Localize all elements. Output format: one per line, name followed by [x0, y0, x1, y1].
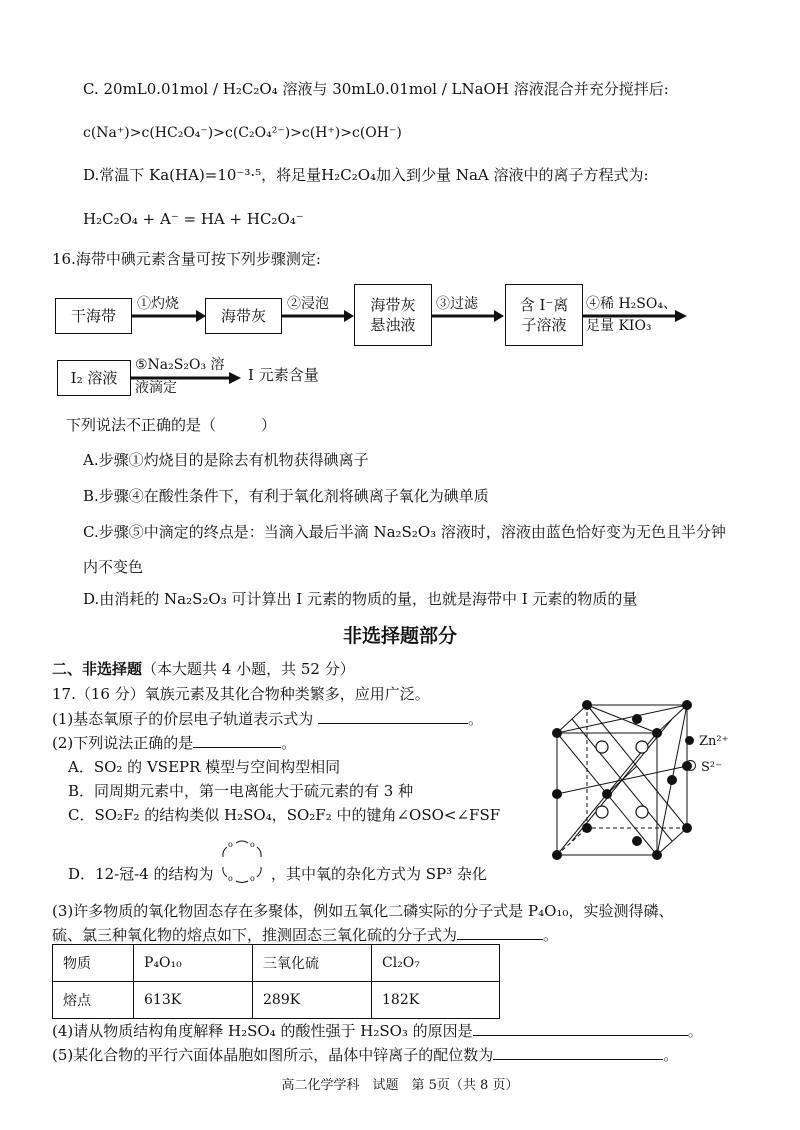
zn-ion: [552, 789, 562, 799]
table-row: [53, 982, 500, 1019]
table-cell: 熔点: [53, 982, 134, 1019]
s-ion: [596, 806, 608, 818]
svg-text:o: o: [250, 874, 255, 883]
zn-ion: [667, 775, 677, 785]
q17-part2-answer-blank[interactable]: [193, 747, 281, 748]
q17-part4-period: 。: [687, 1022, 703, 1040]
section-header-note: （本大题共 4 小题，共 52 分）: [142, 660, 355, 678]
flow-step-5-titrant: ⑤Na₂S₂O₃ 溶: [135, 357, 225, 373]
table-cell: P₄O₁₀: [134, 945, 253, 982]
q17-intro: 17.（16 分）氧族元素及其化合物种类繁多，应用广泛。: [52, 685, 430, 703]
q17-part3-period: 。: [543, 926, 559, 944]
zn-ion: [632, 836, 642, 846]
q15-option-d-equation: H₂C₂O₄ + A⁻ = HA + HC₂O₄⁻: [83, 210, 304, 228]
q16-option-c-line2: 内不变色: [83, 558, 144, 576]
flow-step-4-reagent: ④稀 H₂SO₄、: [586, 296, 677, 312]
q17-option-c: C．SO₂F₂ 的结构类似 H₂SO₄，SO₂F₂ 中的键角∠OSO<∠FSF: [68, 806, 501, 824]
q17-part1-period: 。: [468, 710, 484, 728]
flow-box-iodide-line1: 含 I⁻离: [519, 295, 569, 314]
zn-ion: [552, 850, 562, 860]
flow-step-5-titration: 液滴定: [135, 380, 177, 396]
flow-step-2: ②浸泡: [287, 296, 329, 312]
legend-zn: [685, 734, 728, 750]
q17-part5-answer-blank[interactable]: [493, 1059, 663, 1060]
flow-box-suspension: [354, 284, 432, 346]
svg-text:o: o: [250, 840, 255, 849]
section-header-label: 二、非选择题: [52, 660, 143, 678]
table-header-row: [53, 945, 500, 982]
open-dot-icon: [685, 760, 696, 771]
table-cell: 三氧化硫: [253, 945, 372, 982]
q16-intro: 16.海带中碘元素含量可按下列步骤测定:: [52, 250, 321, 268]
zn-ion: [652, 728, 662, 738]
page-footer: 高二化学学科 试题 第 5页（共 8 页）: [281, 1078, 519, 1093]
q17-part5-period: 。: [663, 1046, 679, 1064]
q17-part2: [52, 734, 296, 752]
svg-text:o: o: [228, 874, 233, 883]
q17-option-b: B．同周期元素中，第一电离能大于硫元素的有 3 种: [68, 782, 414, 800]
table-cell: Cl₂O₇: [372, 945, 500, 982]
table-cell: 289K: [253, 982, 372, 1019]
flow-box-iodide-solution: [505, 284, 583, 346]
q16-question: 下列说法不正确的是（ ）: [66, 416, 277, 434]
q15-option-c: C. 20mL0.01mol / H₂C₂O₄ 溶液与 30mL0.01mol / LNaOH 溶液混合并充分搅拌后:: [83, 80, 669, 98]
q17-part4: [52, 1022, 703, 1040]
flow-box-iodine-solution: I₂ 溶液: [57, 360, 131, 396]
q17-part2-period: 。: [281, 734, 297, 752]
zn-ion: [652, 850, 662, 860]
q17-part2-text: (2)下列说法正确的是: [52, 734, 194, 752]
legend-s-label: S²⁻: [701, 760, 722, 775]
s-ion: [636, 741, 648, 753]
zn-ion: [602, 789, 612, 799]
q17-part1: [52, 710, 483, 728]
zn-ion: [552, 728, 562, 738]
flow-result: I 元素含量: [248, 366, 319, 384]
table-cell: 613K: [134, 982, 253, 1019]
q17-part4-answer-blank[interactable]: [473, 1035, 688, 1036]
q17-part3-answer-blank[interactable]: [457, 939, 543, 940]
q15-option-d: D.常温下 Ka(HA)=10⁻³·⁵，将足量H₂C₂O₄加入到少量 NaA 溶液中的离子方程式为:: [83, 166, 649, 184]
zn-ion: [582, 700, 592, 710]
section-title: 非选择题部分: [342, 625, 457, 647]
flow-step-1: ①灼烧: [137, 296, 179, 312]
flow-box-dry-seaweed: 干海带: [55, 298, 132, 334]
svg-text:o: o: [228, 840, 233, 849]
q17-part4-text: (4)请从物质结构角度解释 H₂SO₄ 的酸性强于 H₂SO₃ 的原因是: [52, 1022, 473, 1040]
q17-part3-line2: [52, 926, 558, 944]
q17-part1-text: (1)基态氧原子的价层电子轨道表示式为: [52, 710, 314, 728]
q17-part5-text: (5)某化合物的平行六面体晶胞如图所示，晶体中锌离子的配位数为: [52, 1046, 494, 1064]
q16-option-c-line1: C.步骤⑤中滴定的终点是：当滴入最后半滴 Na₂S₂O₃ 溶液时，溶液由蓝色恰好变为无色且半分钟: [83, 523, 726, 541]
q17-option-a: A．SO₂ 的 VSEPR 模型与空间构型相同: [68, 758, 341, 776]
zn-ion: [682, 700, 692, 710]
q17-part5: [52, 1046, 678, 1064]
zn-ion: [632, 714, 642, 724]
q17-option-d-post: ，其中氧的杂化方式为 SP³ 杂化: [271, 865, 487, 883]
section-header: [52, 660, 355, 678]
flow-step-4-kio3: 足量 KIO₃: [586, 318, 652, 334]
zns-unit-cell-figure: [545, 700, 715, 885]
flow-box-iodide-line2: 子溶液: [521, 316, 567, 334]
crown-ether-structure: [214, 835, 270, 883]
filled-dot-icon: [685, 736, 694, 745]
q17-part3-line1: (3)许多物质的氧化物固态存在多聚体，例如五氧化二磷实际的分子式是 P₄O₁₀，实验测得磷、: [52, 902, 674, 920]
s-ion: [596, 741, 608, 753]
s-ion: [636, 806, 648, 818]
q17-part3-line2-text: 硫、氯三种氧化物的熔点如下，推测固态三氧化硫的分子式为: [52, 926, 458, 944]
q16-option-b: B.步骤④在酸性条件下，有利于氧化剂将碘离子氧化为碘单质: [83, 487, 489, 505]
zn-ion: [682, 823, 692, 833]
q17-option-d-pre: D．12-冠-4 的结构为: [68, 865, 214, 883]
q16-option-a: A.步骤①灼烧目的是除去有机物获得碘离子: [83, 451, 369, 469]
flow-step-3: ③过滤: [436, 296, 478, 312]
legend-s: [685, 760, 722, 776]
zn-ion: [582, 823, 592, 833]
q17-part1-answer-blank[interactable]: [318, 723, 468, 724]
melting-point-table: [52, 944, 500, 1019]
table-cell: 182K: [372, 982, 500, 1019]
table-cell: 物质: [53, 945, 134, 982]
q16-option-d: D.由消耗的 Na₂S₂O₃ 可计算出 I 元素的物质的量，也就是海带中 I 元素的物质的量: [83, 590, 638, 608]
flow-box-suspension-line2: 悬浊液: [370, 316, 416, 334]
flow-box-seaweed-ash: 海带灰: [205, 298, 282, 334]
legend-zn-label: Zn²⁺: [699, 734, 729, 749]
q15-option-c-relation: c(Na⁺)>c(HC₂O₄⁻)>c(C₂O₄²⁻)>c(H⁺)>c(OH⁻): [83, 125, 402, 141]
flow-box-suspension-line1: 海带灰: [370, 295, 416, 314]
